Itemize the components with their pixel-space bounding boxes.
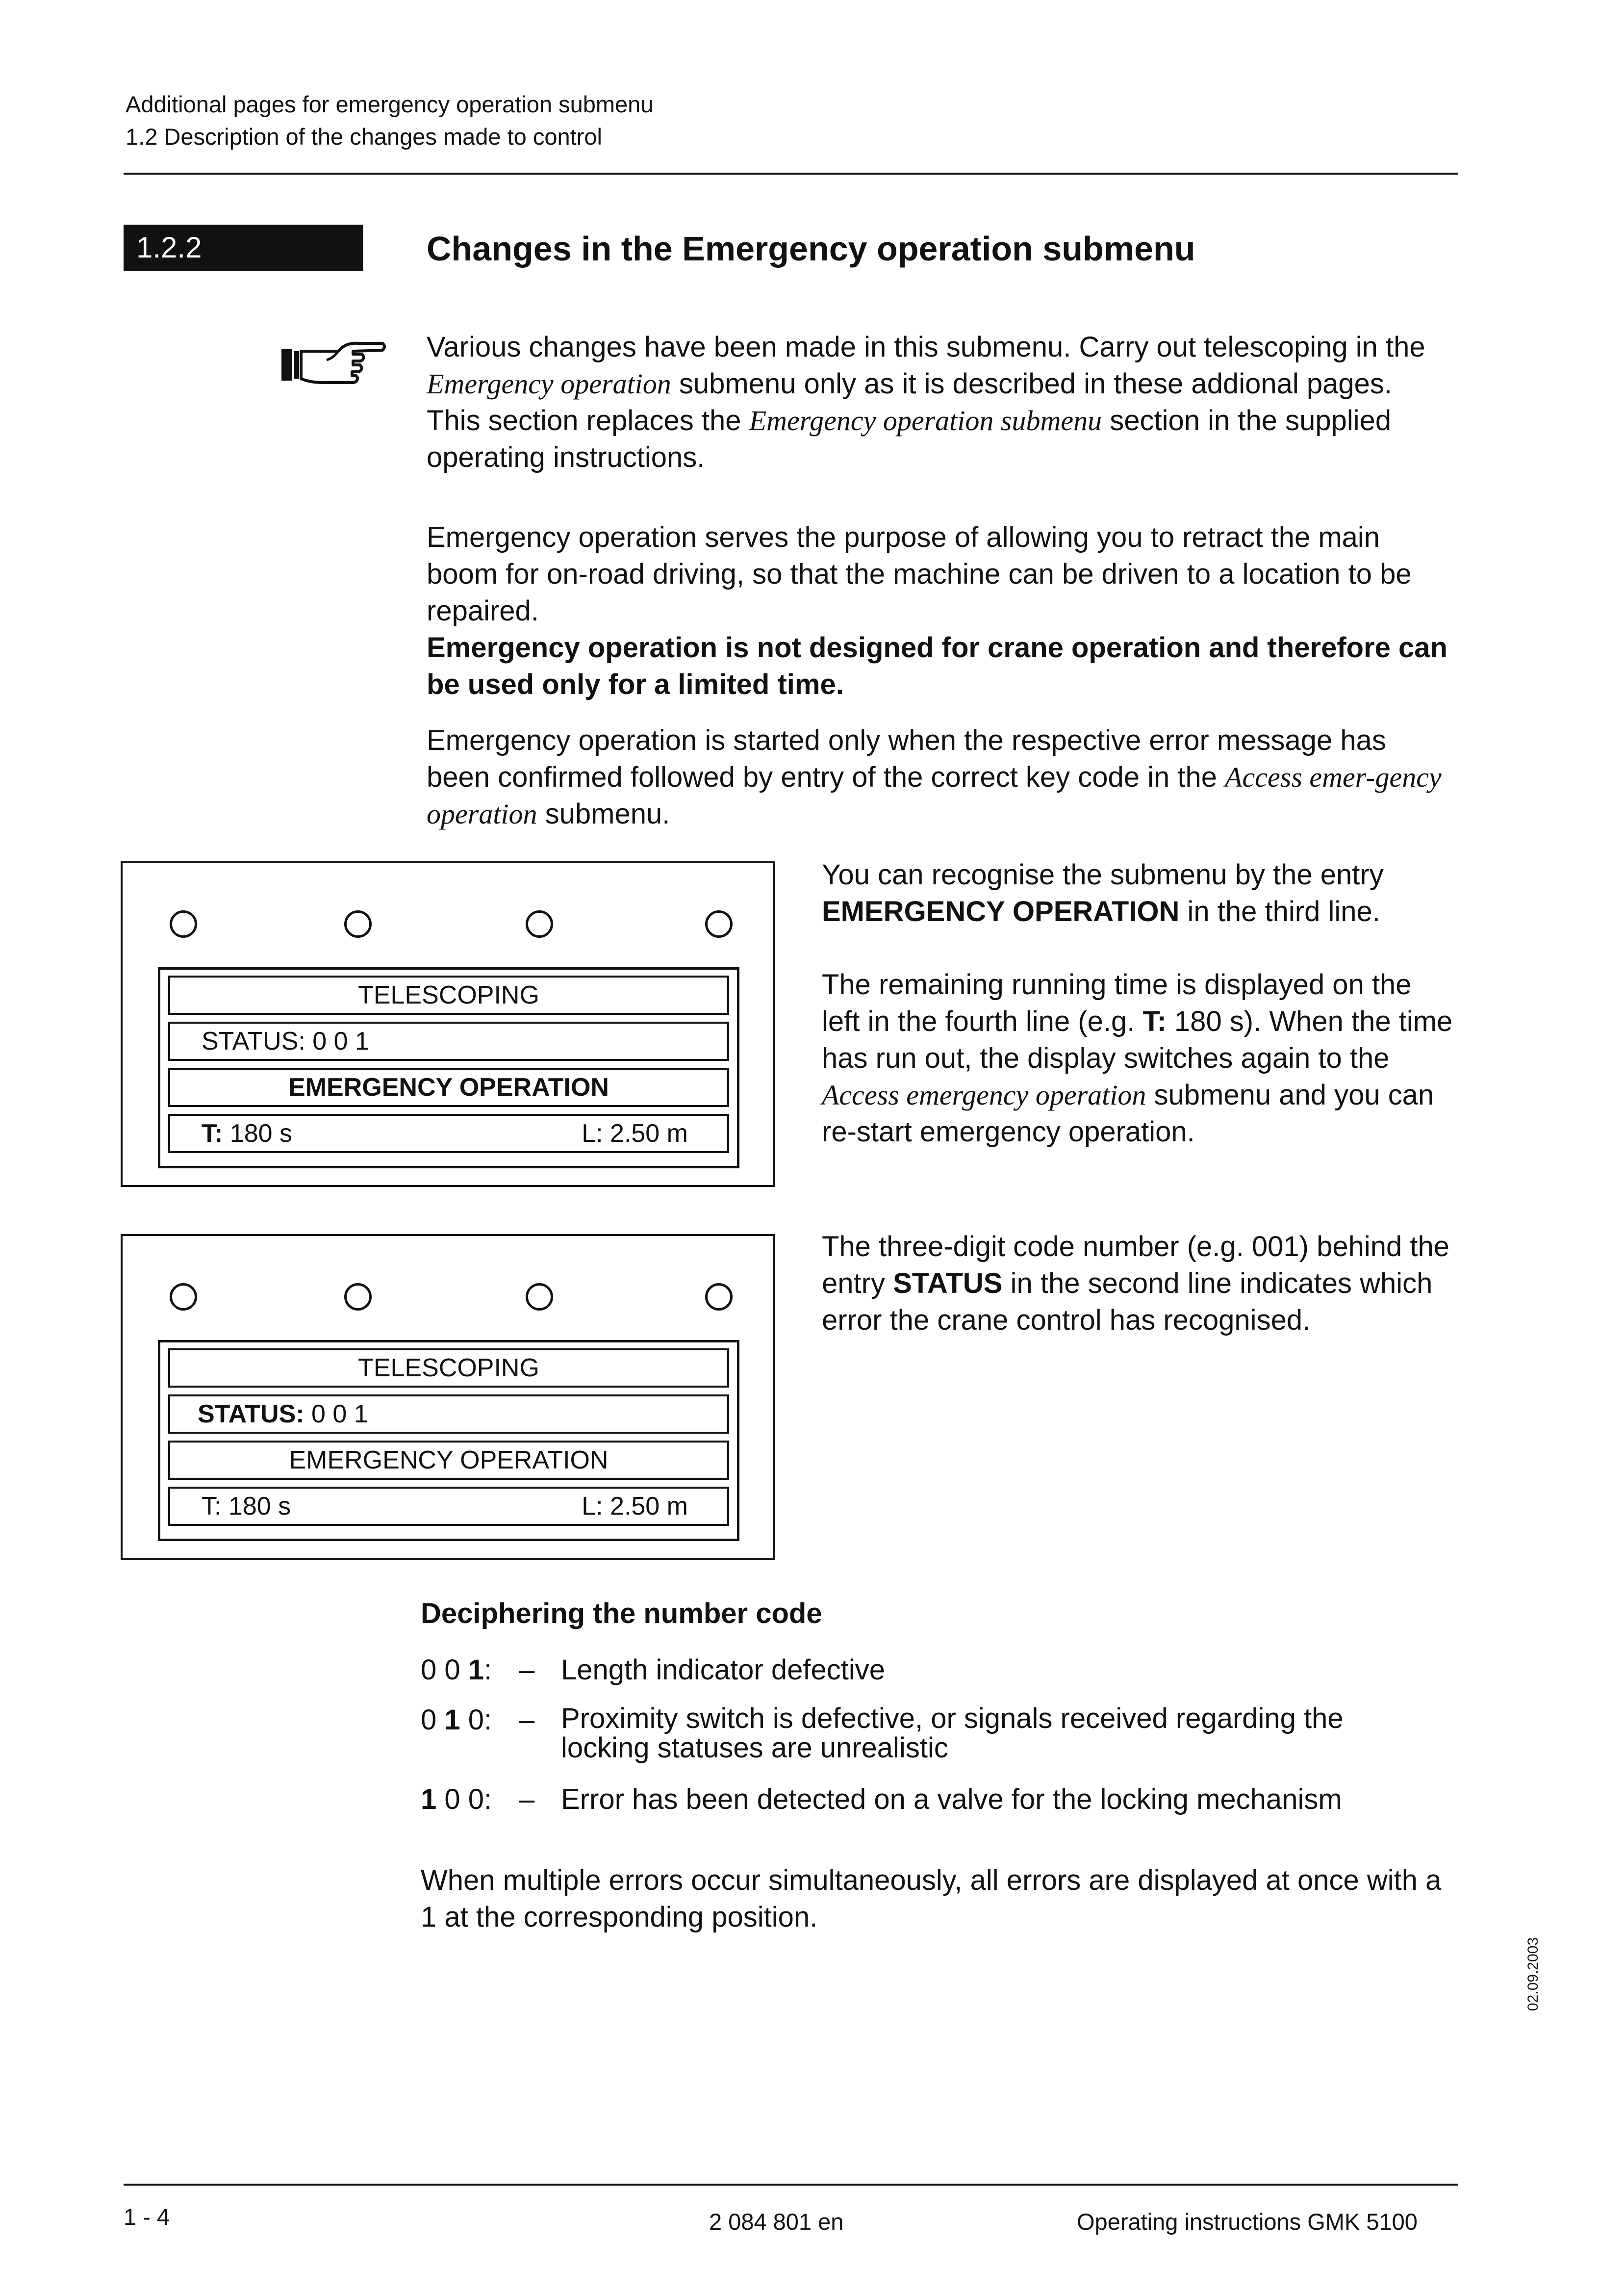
display-line-1: TELESCOPING bbox=[168, 976, 729, 1015]
display-line-3: EMERGENCY OPERATION bbox=[168, 1441, 729, 1480]
display-line-3: EMERGENCY OPERATION bbox=[168, 1068, 729, 1107]
running-header-line1: Additional pages for emergency operation submenu bbox=[126, 91, 654, 117]
button-lamp-3 bbox=[526, 1283, 553, 1311]
purpose-paragraph: Emergency operation serves the purpose of allowing you to retract the main boom for on-road driving, so that the machine can be driven to a location to be repaired. Emergency operation is not designed for crane operation and therefore can be used only for a limited time. bbox=[427, 519, 1451, 703]
button-lamp-1 bbox=[170, 1283, 197, 1311]
running-header-line2: 1.2 Description of the changes made to control bbox=[126, 124, 602, 150]
button-lamp-4 bbox=[705, 910, 733, 938]
button-lamp-1 bbox=[170, 910, 197, 938]
decipher-heading: Deciphering the number code bbox=[421, 1598, 822, 1629]
display-line-1: TELESCOPING bbox=[168, 1348, 729, 1388]
button-lamp-2 bbox=[344, 910, 372, 938]
manual-title: Operating instructions GMK 5100 bbox=[1077, 2209, 1418, 2235]
section-title: Changes in the Emergency operation submenu bbox=[427, 230, 1195, 268]
display-line-4: T: 180 s L: 2.50 m bbox=[168, 1487, 729, 1526]
display-panel-2 bbox=[121, 1234, 775, 1560]
header-rule bbox=[124, 173, 1458, 175]
display-line-2: STATUS: 0 0 1 bbox=[168, 1022, 729, 1061]
display-line-2: STATUS: 0 0 1 bbox=[168, 1394, 729, 1434]
display-line-4: T: 180 s L: 2.50 m bbox=[168, 1114, 729, 1153]
section-number: 1.2.2 bbox=[124, 225, 363, 271]
button-lamp-2 bbox=[344, 1283, 372, 1311]
display-screen bbox=[158, 1340, 739, 1541]
closing-paragraph: When multiple errors occur simultaneously, all errors are displayed at once with a 1 at the corresponding position. bbox=[421, 1864, 1442, 1933]
side-note-2: The remaining running time is displayed on the left in the fourth line (e.g. T: 180 s). When the time has run out, the display switches again to the Access emergency operation submenu and you can re-start emergency operation. bbox=[822, 969, 1453, 1148]
page-number: 1 - 4 bbox=[124, 2204, 170, 2230]
display-screen bbox=[158, 967, 739, 1168]
warning-text: Emergency operation is not designed for crane operation and therefore can be used only for a limited time. bbox=[427, 632, 1447, 700]
button-lamp-3 bbox=[526, 910, 553, 938]
pointing-hand-icon bbox=[279, 336, 387, 395]
side-note-3: The three-digit code number (e.g. 001) behind the entry STATUS in the second line indicates which error the crane control has recognised. bbox=[822, 1231, 1450, 1336]
button-lamp-4 bbox=[705, 1283, 733, 1311]
display-panel-1 bbox=[121, 861, 775, 1187]
start-paragraph: Emergency operation is started only when the respective error message has been confirmed followed by entry of the correct key code in the Access emer-gency operation submenu. bbox=[427, 724, 1442, 830]
intro-paragraph: Various changes have been made in this submenu. Carry out telescoping in the Emergency operation submenu only as it is described in these addional pages. This section replaces the Emergency operation submenu section in the supplied operating instructions. bbox=[427, 331, 1425, 473]
document-number: 2 084 801 en bbox=[709, 2209, 844, 2235]
footer-rule bbox=[124, 2184, 1458, 2186]
side-note-1: You can recognise the submenu by the entry EMERGENCY OPERATION in the third line. bbox=[822, 859, 1384, 928]
revision-date: 02.09.2003 bbox=[1525, 1937, 1541, 2011]
